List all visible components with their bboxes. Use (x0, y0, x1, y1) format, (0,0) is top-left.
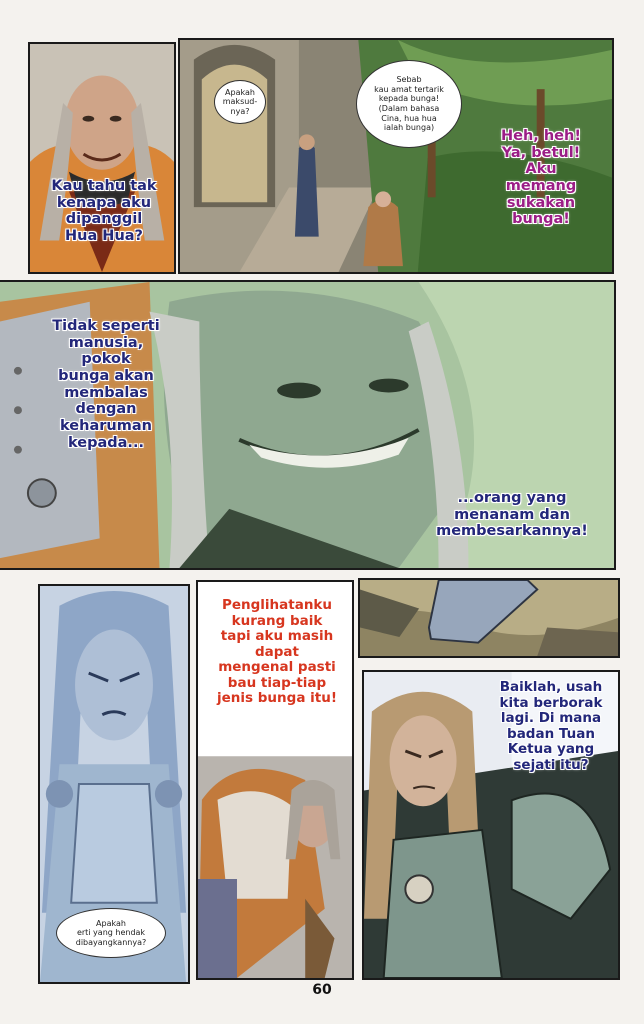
page-number: 60 (312, 982, 332, 998)
bubble-line: Apakah (225, 87, 255, 97)
caption-line: Ketua yang (507, 741, 595, 758)
caption-line: lagi. Di mana (500, 710, 602, 727)
panel-2-caption (476, 128, 606, 228)
panel-6 (358, 578, 620, 658)
caption-line: jenis bunga itu! (217, 690, 337, 707)
caption-line: dengan (75, 401, 137, 418)
caption-line: kenapa aku (56, 194, 152, 211)
panel-2 (178, 38, 614, 274)
panel-6-art (360, 580, 618, 656)
panel-4 (38, 584, 190, 984)
bubble-line: Apakah (96, 918, 126, 928)
bubble-line: (Dalam bahasa (378, 104, 440, 113)
panel-7 (362, 670, 620, 980)
panel-1 (28, 42, 176, 274)
panel-3-caption-right (424, 490, 600, 540)
caption-line: kepada... (68, 434, 144, 451)
caption-line: kita berborak (499, 694, 603, 711)
caption-line: menanam dan (454, 506, 570, 523)
bubble-line: nya? (230, 106, 250, 116)
bubble-line: Cina, hua hua (381, 113, 437, 123)
bubble-line: ialah bunga) (383, 123, 435, 133)
panel-1-caption (30, 178, 176, 245)
panel-5-caption (202, 598, 352, 707)
caption-line: pokok (81, 351, 131, 368)
caption-line: badan Tuan (507, 725, 595, 742)
caption-line: memang (505, 178, 577, 195)
caption-line: Baiklah, usah (499, 679, 603, 695)
panel-3 (0, 280, 616, 570)
bubble-line: kau amat tertarik (374, 84, 444, 94)
caption-line: dapat (254, 643, 299, 660)
caption-line: mengenal pasti (218, 659, 336, 676)
caption-line: Ya, betul! (501, 144, 581, 161)
bubble-line: erti yang hendak (76, 928, 146, 938)
bubble-line: dibayangkannya? (75, 937, 147, 947)
speech-bubble (356, 60, 462, 148)
caption-line: Hua Hua? (65, 228, 143, 245)
bubble-line: Sebab (396, 75, 422, 85)
speech-bubble (214, 80, 266, 124)
caption-line: membalas (64, 384, 148, 401)
panel-5 (196, 580, 354, 980)
caption-line: kurang baik (231, 612, 323, 629)
caption-line: bunga! (512, 211, 570, 228)
caption-line: sejati itu? (513, 756, 589, 773)
caption-line: keharuman (60, 418, 152, 435)
caption-line: dipanggil (65, 211, 143, 228)
panel-3-caption-left (40, 318, 172, 451)
caption-line: bunga akan (58, 368, 154, 385)
caption-line: ...orang yang (457, 490, 567, 506)
speech-bubble (56, 908, 166, 958)
caption-line: membesarkannya! (436, 523, 588, 540)
caption-line: Tidak seperti (52, 318, 160, 334)
caption-line: manusia, (68, 334, 144, 351)
caption-line: bau tiap-tiap (227, 674, 327, 691)
bubble-line: kepada bunga! (378, 94, 440, 104)
caption-line: Kau tahu tak (51, 178, 157, 194)
caption-line: sukakan (506, 194, 576, 211)
bubble-line: maksud- (222, 97, 258, 107)
panel-7-caption (484, 680, 618, 773)
caption-line: tapi aku masih (220, 628, 334, 645)
caption-line: Heh, heh! (501, 128, 581, 144)
caption-line: Penglihatanku (221, 597, 333, 613)
caption-line: Aku (525, 161, 557, 178)
